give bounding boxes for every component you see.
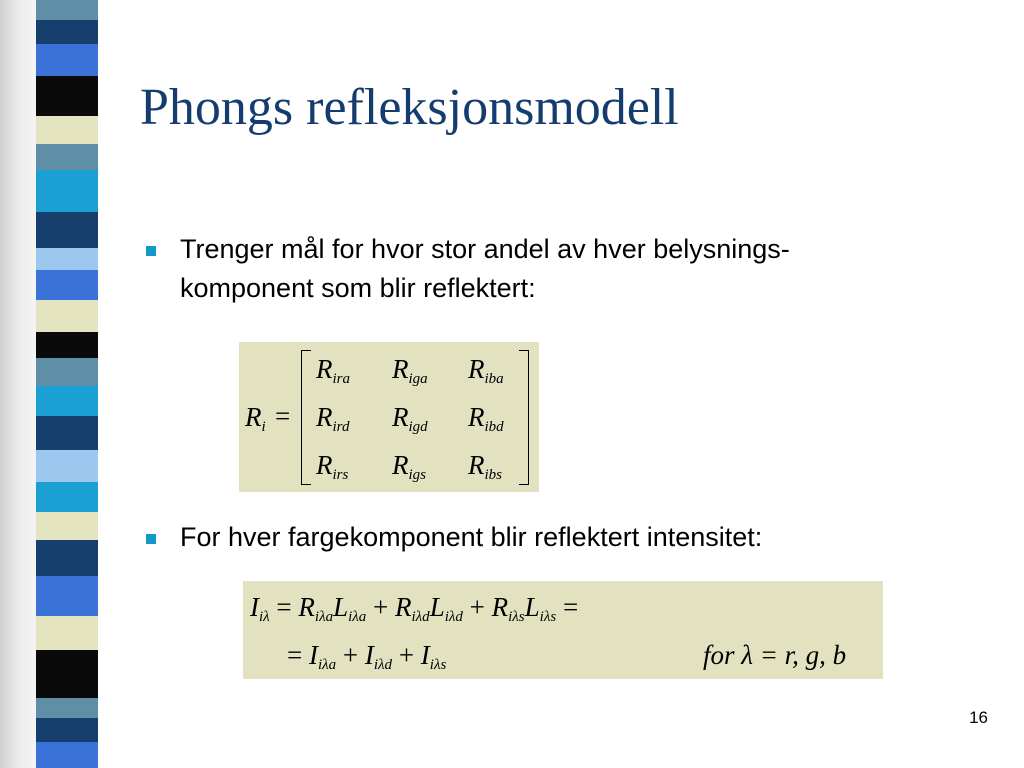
- color-stripe: [36, 270, 98, 300]
- matrix-entry: $R_{irs}$: [316, 450, 349, 483]
- color-stripe: [36, 742, 98, 768]
- color-stripe: [36, 212, 98, 248]
- intensity-equation-box: [243, 581, 883, 679]
- color-stripe: [36, 450, 98, 482]
- bullet-text-line: komponent som blir reflektert:: [180, 273, 536, 303]
- equation-line-1: $I_{i\lambda} = R_{i\lambda a}L_{i\lambda a} + R_{i\lambda d}L_{i\lambda d} + R_{i\lambda s}L_{i\lambda s}$ =: [250, 592, 579, 625]
- color-stripe: [36, 76, 98, 116]
- color-stripe: [36, 650, 98, 698]
- color-stripe: [36, 44, 98, 76]
- color-stripe: [36, 116, 98, 144]
- matrix-entry: $R_{ibd}$: [468, 402, 504, 435]
- matrix-entry: $R_{iba}$: [468, 354, 504, 387]
- decorative-stripe-bar: [0, 0, 118, 768]
- bullet-text: [180, 230, 980, 308]
- color-stripes: [36, 0, 98, 768]
- matrix-entry: $R_{igs}$: [392, 450, 427, 483]
- left-bracket: [301, 350, 311, 485]
- color-stripe: [36, 512, 98, 540]
- color-stripe: [36, 576, 98, 616]
- color-stripe: [36, 248, 98, 270]
- color-stripe: [36, 482, 98, 512]
- matrix-lhs: $R_i$: [245, 402, 266, 435]
- matrix-equation-box: [239, 342, 539, 492]
- bullet-text: [180, 518, 980, 557]
- color-stripe: [36, 698, 98, 718]
- color-stripe: [36, 332, 98, 358]
- color-stripe: [36, 300, 98, 332]
- color-stripe: [36, 386, 98, 416]
- equals-sign: =: [275, 401, 291, 431]
- equation-line-2: = $I_{i\lambda a} + I_{i\lambda d} + I_{i\lambda s}$: [287, 640, 447, 673]
- color-stripe: [36, 416, 98, 450]
- color-stripe: [36, 540, 98, 576]
- color-stripe: [36, 170, 98, 212]
- color-stripe: [36, 358, 98, 386]
- bullet-marker: [146, 534, 156, 544]
- bullet-marker: [146, 246, 156, 256]
- matrix-entry: $R_{igd}$: [392, 402, 428, 435]
- color-stripe: [36, 20, 98, 44]
- bullet-text-line: For hver fargekomponent blir reflektert intensitet:: [180, 522, 763, 552]
- bullet-text-line: Trenger mål for hvor stor andel av hver belysnings-: [180, 234, 790, 264]
- matrix-entry: $R_{ird}$: [316, 402, 350, 435]
- matrix-entry: $R_{iga}$: [392, 354, 428, 387]
- matrix-entry: $R_{ira}$: [316, 354, 351, 387]
- color-stripe: [36, 0, 98, 20]
- equation-condition: for λ = r, g, b: [703, 640, 847, 670]
- slide-title: Phongs refleksjonsmodell: [140, 79, 679, 136]
- color-stripe: [36, 144, 98, 170]
- page-number: 16: [969, 708, 988, 727]
- color-stripe: [36, 616, 98, 650]
- color-stripe: [36, 718, 98, 742]
- matrix-entry: $R_{ibs}$: [468, 450, 503, 483]
- right-bracket: [519, 350, 529, 485]
